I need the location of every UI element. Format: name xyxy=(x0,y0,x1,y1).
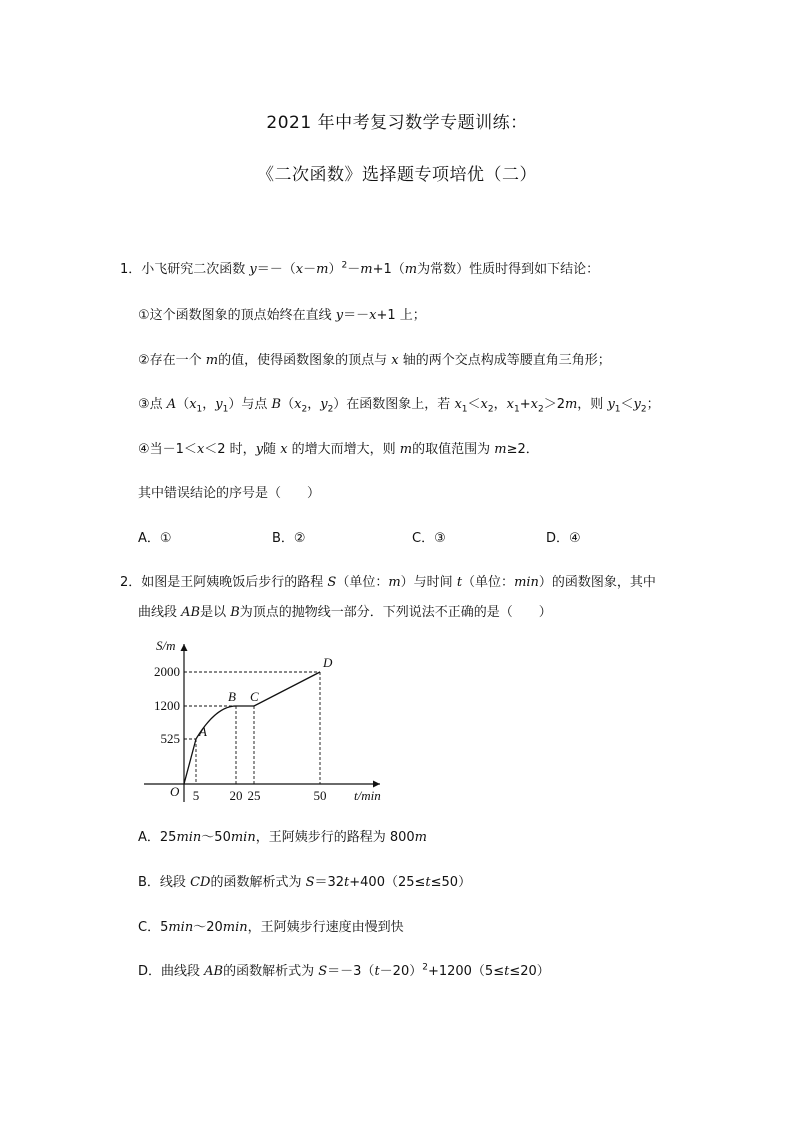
q1-statement-2: ②存在一个 m的值，使得函数图象的顶点与 x 轴的两个交点构成等腰直角三角形； xyxy=(138,353,611,368)
q1-question: 其中错误结论的序号是（ ） xyxy=(138,486,321,501)
q2-option-a[interactable]: A．25min～50min，王阿姨步行的路程为 800m xyxy=(138,830,427,845)
q1-statement-3: ③点 $A(x_1$，$y_1$）与点 $B(x_2$，$y_2$）在函数图象上，若 $x_1<x_2$，$x_1+x_2>2m$，则 $y_1<y_2$； xyxy=(138,397,660,415)
q2-stem-line-1: 2．如图是王阿姨晚饭后步行的路程 S（单位：m）与时间 t（单位：min）的函数图象，其中 xyxy=(120,575,656,590)
point-label-d: D xyxy=(323,655,333,670)
point-label-c: C xyxy=(250,689,259,704)
page-title-line-2: 《二次函数》选择题专项培优（二） xyxy=(257,165,537,185)
y-tick-525: 525 xyxy=(160,731,180,746)
origin-label: O xyxy=(170,784,180,799)
x-axis-label: t/min xyxy=(354,788,381,803)
point-label-b: B xyxy=(228,689,236,704)
segment-oa xyxy=(184,739,196,784)
q2-number: 2． xyxy=(120,575,142,590)
segment-cd xyxy=(254,672,320,706)
x-tick-20: 20 xyxy=(229,788,243,803)
y-tick-1200: 1200 xyxy=(154,698,180,713)
q2-option-d[interactable]: D．曲线段 AB的函数解析式为 $S=-3(t-20)^2+1200(5\le t\le 20)$ xyxy=(138,962,550,979)
q1-option-a[interactable]: A．① xyxy=(138,531,172,546)
q1-stem: 1．小飞研究二次函数 $y=-(x-m)^2-m+1(m$为常数）性质时得到如下结论： xyxy=(120,260,600,277)
q1-statement-4: ④当－1＜x＜2 时，y随 x 的增大而增大，则 m的取值范围为 m≥2． xyxy=(138,442,539,457)
x-tick-5: 5 xyxy=(192,788,200,803)
q2-stem-line-2: 曲线段 AB是以 B为顶点的抛物线一部分．下列说法不正确的是（ ） xyxy=(138,605,552,620)
q1-option-b[interactable]: B．② xyxy=(272,531,306,546)
q1-option-c[interactable]: C．③ xyxy=(412,531,446,546)
q2-option-b[interactable]: B．线段 CD的函数解析式为 S＝32t+400（25≤t≤50） xyxy=(138,875,472,890)
x-tick-50: 50 xyxy=(313,788,327,803)
point-label-a: A xyxy=(199,724,207,739)
page-title-line-1: 2021 年中考复习数学专题训练： xyxy=(266,113,528,133)
x-tick-25: 25 xyxy=(247,788,261,803)
q2-option-c[interactable]: C．5min～20min，王阿姨步行速度由慢到快 xyxy=(138,920,404,935)
q1-option-d[interactable]: D．④ xyxy=(546,531,581,546)
graph-labels xyxy=(154,655,333,803)
q1-statement-1: ①这个函数图象的顶点始终在直线 y＝－x+1 上； xyxy=(138,308,426,323)
q1-number: 1． xyxy=(120,262,142,277)
y-axis-label: S/m xyxy=(156,638,176,653)
y-tick-2000: 2000 xyxy=(154,664,180,679)
distance-time-graph xyxy=(140,634,400,806)
